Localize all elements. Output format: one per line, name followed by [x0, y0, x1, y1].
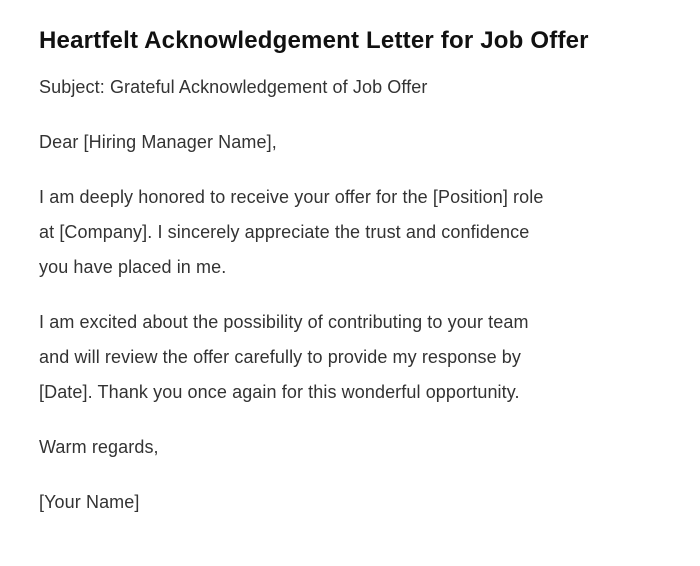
body-paragraph-1: [39, 180, 670, 285]
paragraph-line: [Date]. Thank you once again for this wonderful opportunity.: [39, 382, 520, 402]
subject-line: Subject: Grateful Acknowledgement of Job Offer: [39, 77, 428, 97]
signature-block: [39, 485, 670, 520]
closing: Warm regards,: [39, 437, 159, 457]
paragraph-line: you have placed in me.: [39, 257, 227, 277]
subject-block: [39, 70, 670, 105]
salutation: Dear [Hiring Manager Name],: [39, 132, 277, 152]
paragraph-line: and will review the offer carefully to provide my response by: [39, 347, 521, 367]
salutation-block: [39, 125, 670, 160]
closing-block: [39, 430, 670, 465]
signature-placeholder: [Your Name]: [39, 492, 140, 512]
paragraph-line: I am deeply honored to receive your offer for the [Position] role: [39, 187, 544, 207]
paragraph-line: I am excited about the possibility of contributing to your team: [39, 312, 529, 332]
document-title: Heartfelt Acknowledgement Letter for Job Offer: [39, 27, 589, 54]
body-paragraph-2: [39, 305, 670, 410]
paragraph-line: at [Company]. I sincerely appreciate the trust and confidence: [39, 222, 530, 242]
